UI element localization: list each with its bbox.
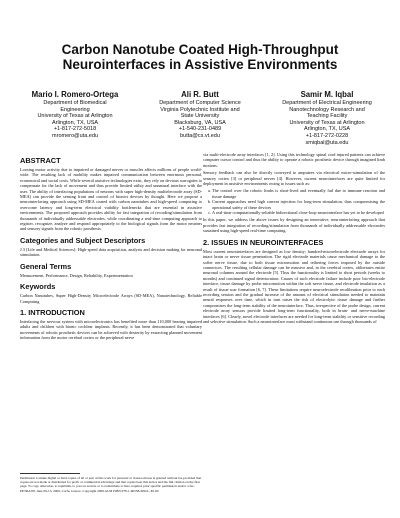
author-location: Blacksburg, VA, USA bbox=[174, 119, 226, 126]
author-affiliation: University of Texas at Arlington bbox=[37, 113, 113, 120]
section-2-text: Most current neurointerfaces are designed as low density; hundred-microelectrode electrode arrays for intact brain or nerve tissue penetration. The rigid electrode materials cause mechanical damage to the softer nerve tissue, due to both tissue micromotion and tethering forces imposed by the outside connectors. The resulting cellular damage can be massive and, in the cerebral cortex, obliterates entire neuronal columns around the electrode [5]. Thus the functionality is limited to short periods (weeks to months) and continued signal deterioration. Causes of such electrode failure include poor bio-electrode interface, tissue damage by probe micromotion within the soft nerve tissue, and electrode insulation as a result of tissue scar formation [6, 7]. These limitations require neuroelectrode recalibration prior to each recording session and the gradual increase of the amount of electrical stimulation needed to maintain neural responses over time, which in turn raises the risk of electrolytic tissue damage and further compromises the long-term stability of the neurointerface. Thus, irrespective of the probe design, current electrode array sensors provide limited long-term functionality, both in brain- and nerve-machine interfaces [6]. Clearly, novel electrode interfaces are needed for long-term stability or sensitive recording and selective stimulation. Such a neurointerface must withstand continuous use through thousands of bbox=[203, 248, 385, 324]
author-affiliation: Department of Electrical Engineering bbox=[282, 100, 372, 106]
author-location: Arlington, TX, USA bbox=[303, 126, 351, 133]
author-name: Ali R. Butt bbox=[181, 90, 219, 99]
author-3 bbox=[264, 90, 390, 146]
footnote-divider bbox=[20, 473, 80, 474]
author-email: butta@cs.vt.edu bbox=[180, 132, 220, 139]
categories-text: J.3 [Life and Medical Sciences]: High-speed data acquisition, analysis and decision making for neuronal stimulation. bbox=[20, 246, 202, 258]
author-phone: +1-817-272-0228 bbox=[305, 132, 349, 139]
copyright-footnote: Permission to make digital or hard copies of all or part of this work for personal or classroom use is granted without fee provided that copies are not made or distributed for profit or commercial advantage and that copies bear this notice and the full citation on the first page. To copy otherwise, to republish, to post on servers or to redistribute to lists, requires prior specific permission and/or a fee. PETRA'09, June 09-13, 2009, Corfu, Greece. Copyright 2009 ACM ISBN 978-1-60558-409-6...$5.00 bbox=[20, 476, 202, 493]
introduction-continued: via multi-electrode array interfaces [1, 2]. Using this technology spinal cord injured patients can achieve computer cursor control and thus the ability to operate a robotic prosthetic device through imagined limb motions. bbox=[203, 152, 385, 168]
right-column bbox=[203, 152, 385, 326]
introduction-text: Interfacing the nervous system with microelectronics has benefited more than 110,000 hearing impaired adults and children with bionic cochlear implants. Recently, it has been demonstrated that voluntary movements of robotic prosthetic devices can be achieved with dexterity by extracting planned movement information from the motor cerebral cortex or the peripheral nerve bbox=[20, 318, 202, 341]
general-terms-heading: General Terms bbox=[20, 261, 72, 271]
paper-title-line-2: Neurointerfaces in Assistive Environments bbox=[62, 57, 338, 72]
author-affiliation: State University bbox=[180, 113, 220, 120]
author-location: Arlington, TX, USA bbox=[51, 119, 99, 126]
section-2-heading: 2. ISSUES IN NEUROINTERFACES bbox=[203, 237, 324, 247]
paper-title-line-1: Carbon Nanotube Coated High-Throughput bbox=[61, 42, 339, 57]
author-affiliation: Department of Biomedical bbox=[43, 100, 107, 106]
introduction-heading: 1. INTRODUCTION bbox=[20, 307, 85, 317]
author-phone: +1-817-272-5018 bbox=[53, 126, 97, 133]
author-2 bbox=[138, 90, 262, 140]
author-affiliation: Teaching Facility bbox=[306, 113, 348, 120]
author-phone: +1-540-231-0489 bbox=[178, 126, 222, 133]
author-block bbox=[0, 90, 400, 146]
author-1 bbox=[14, 90, 136, 140]
author-affiliation: Engineering bbox=[60, 106, 90, 113]
left-column bbox=[20, 152, 202, 343]
introduction-paragraph-3: In this paper, we address the above issues by designing an innovative, neurointerfacing approach that provides fast integration of recording/stimulation from thousands of individually addressable electrodes sustained using high-speed real-time computing. bbox=[203, 217, 385, 234]
list-item: a. The control over the robotic limbs is short-lived and eventually fail due to immune reaction and tissue damage bbox=[212, 188, 385, 199]
keywords-heading: Keywords bbox=[20, 282, 56, 292]
author-email: smiqbal@uta.edu bbox=[305, 139, 349, 146]
list-item: b. Current approaches need high current injection for long-term stimulation, thus compromising the operational safety of these devices bbox=[212, 199, 385, 210]
author-email: mromero@uta.edu bbox=[52, 132, 98, 139]
author-affiliation: University of Texas at Arlington bbox=[289, 119, 365, 126]
general-terms-text: Measurement, Performance, Design, Reliability, Experimentation bbox=[20, 272, 133, 278]
author-affiliation: Department of Computer Science bbox=[159, 100, 241, 106]
author-affiliation: Nanotechnology Research and bbox=[289, 106, 365, 113]
keywords-text: Carbon Nanotubes, Super High-Density Microelectrode Arrays (SD-MEA), Nanotechnology, Reliable Computing bbox=[20, 293, 202, 304]
author-name: Mario I. Romero-Ortega bbox=[31, 90, 119, 99]
abstract-heading: ABSTRACT bbox=[20, 156, 61, 165]
issues-list bbox=[203, 188, 385, 215]
list-item: c. A real-time computationally-reliable bidirectional close-loop neurointerface has yet to be developed bbox=[212, 210, 385, 215]
abstract-text: Loosing motor activity due to impaired or damaged nerves or muscles affects millions of people world-wide. The resulting lack of mobility makes impaired communication between enormous personal, economical and social costs. While several assistive technologies exist, they rely on devious surrogates to compensate for the lack of movement and thus provide limited utility and unnatural interface with the user. The ability of interfacing populations of neurons with super high-density multielectrode array (SD-MEA) can provide the sensing front and control of bionics devices by thought. Here we propose a neurointerfacing approach using SD-MEA coated with carbon nanotubes and high-speed computing to overcome latency and long-term electrical viability bottlenecks that are essential in assistive environments. The proposed approach provides ability for fast integration of recording/stimulation from thousands of individually addressable electrodes, while coordinating a real-time computing approach to register, recognize, analyze and respond appropriately to the biological signals from the motor neurons and sensory signals from the robotic prosthesis. bbox=[20, 167, 202, 232]
author-name: Samir M. Iqbal bbox=[300, 90, 354, 99]
categories-heading: Categories and Subject Descriptors bbox=[20, 235, 146, 245]
introduction-paragraph-2: Sensory feedback can also be directly conveyed to amputees via electrical micro-stimulation of the sensory cortex [3] or peripheral nerves [4]. However, current neurointerfaces are quite limited for deployment in assistive environments owing to issues such as: bbox=[203, 170, 385, 187]
author-affiliation: Virginia Polytechnic Institute and bbox=[160, 106, 240, 113]
